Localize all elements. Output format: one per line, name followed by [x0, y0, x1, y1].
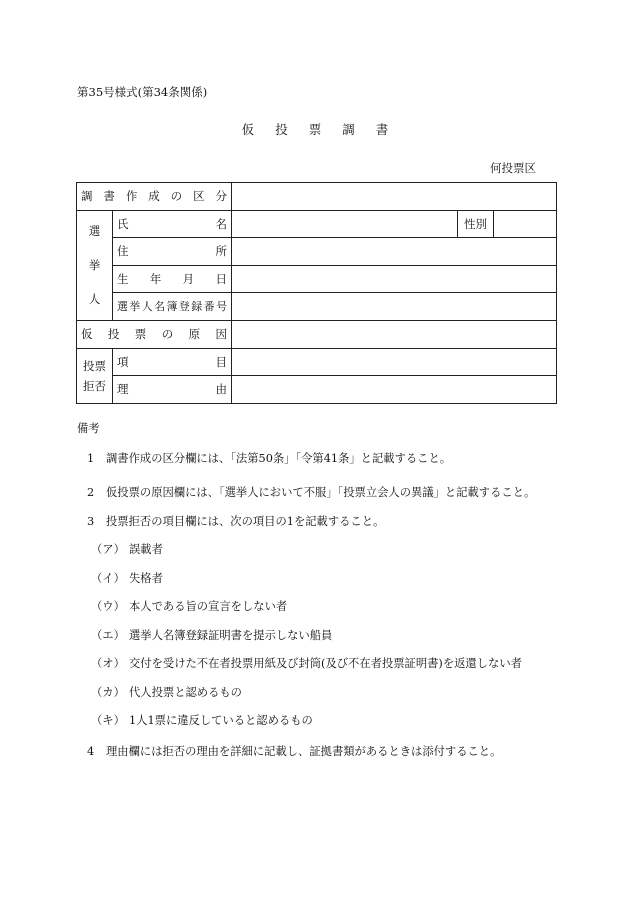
label-meibo-bango: 選挙人名簿登録番号: [113, 293, 232, 321]
label-senkyonin: [77, 210, 113, 320]
field-genin[interactable]: [232, 320, 557, 348]
sub-item-text: 交付を受けた不在者投票用紙及び封筒(及び不在者投票証明書)を返還しない者: [129, 657, 522, 670]
label-kyohi: [77, 348, 113, 403]
sub-item-label: （カ）: [91, 685, 125, 699]
sub-item-label: （オ）: [91, 657, 125, 670]
sub-item-text: 代人投票と認めるもの: [129, 685, 242, 699]
field-seibetsu[interactable]: [494, 210, 557, 238]
label-genin: 仮投票の原因: [77, 320, 232, 348]
remark-sub-item: [77, 681, 567, 710]
label-komoku: 項目: [113, 348, 232, 376]
label-jusho: 住所: [113, 238, 232, 266]
row-seinengappi: [77, 265, 557, 293]
field-jusho[interactable]: [232, 238, 557, 266]
remark-number: 2: [87, 486, 95, 499]
remark-item: [77, 447, 567, 472]
remark-text: 調書作成の区分欄には、「法第50条」「令第41条」と記載すること。: [106, 452, 452, 465]
remark-text: 投票拒否の項目欄には、次の項目の1を記載すること。: [106, 515, 385, 528]
row-shimei: [77, 210, 557, 238]
field-seinengappi[interactable]: [232, 265, 557, 293]
sub-item-label: （エ）: [91, 628, 125, 642]
field-kubun[interactable]: [232, 183, 557, 211]
remarks-heading: 備考: [77, 422, 100, 435]
kyohi-line-1: 投票: [83, 358, 106, 373]
remark-item: [77, 510, 567, 535]
label-shimei: 氏名: [113, 210, 232, 238]
remark-sub-item: [77, 624, 567, 653]
row-meibo-bango: [77, 293, 557, 321]
sub-item-label: （キ）: [91, 714, 125, 727]
remark-sub-item: [77, 567, 567, 596]
remark-sub-item: [77, 595, 567, 624]
label-seinengappi: 生年月日: [113, 265, 232, 293]
remark-item: [77, 740, 567, 765]
row-komoku: [77, 348, 557, 376]
field-riyu[interactable]: [232, 376, 557, 404]
remark-sub-item: [77, 538, 567, 567]
label-riyu: 理由: [113, 376, 232, 404]
label-kubun: 調書作成の区分: [77, 183, 232, 211]
senkyonin-char: 挙: [88, 258, 101, 273]
remark-number: 4: [87, 744, 95, 758]
label-seibetsu: 性別: [458, 210, 494, 238]
form-number: 第35号様式(第34条関係): [77, 85, 208, 99]
row-jusho: [77, 238, 557, 266]
remark-number: 1: [87, 452, 95, 465]
field-meibo-bango[interactable]: [232, 293, 557, 321]
sub-item-label: （イ）: [91, 571, 125, 585]
kyohi-line-2: 拒否: [83, 378, 106, 393]
remark-item: [77, 481, 567, 506]
sub-item-text: 本人である旨の宣言をしない者: [129, 600, 288, 613]
remark-sub-item: [77, 709, 567, 738]
voting-district: 何投票区: [490, 161, 536, 175]
field-shimei[interactable]: [232, 210, 458, 238]
sub-item-label: （ウ）: [91, 600, 125, 613]
remark-text: 仮投票の原因欄には、「選挙人において不服」「投票立会人の異議」と記載すること。: [106, 486, 536, 499]
sub-item-text: 誤載者: [129, 543, 163, 556]
remark-number: 3: [87, 515, 95, 528]
provisional-vote-form-table: [76, 182, 557, 404]
row-genin: [77, 320, 557, 348]
remark-text: 理由欄には拒否の理由を詳細に記載し、証拠書類があるときは添付すること。: [106, 744, 502, 758]
senkyonin-char: 人: [88, 292, 101, 307]
row-kubun: [77, 183, 557, 211]
sub-item-label: （ア）: [91, 543, 125, 556]
sub-item-text: 選挙人名簿登録証明書を提示しない船員: [129, 628, 333, 642]
document-title: 仮投票調書: [241, 122, 410, 137]
sub-item-text: 1人1票に違反していると認めるもの: [129, 714, 313, 727]
row-riyu: [77, 376, 557, 404]
senkyonin-char: 選: [88, 224, 101, 239]
remark-sub-item: [77, 652, 567, 681]
field-komoku[interactable]: [232, 348, 557, 376]
remarks-section: [77, 420, 567, 765]
sub-item-text: 失格者: [129, 571, 163, 585]
